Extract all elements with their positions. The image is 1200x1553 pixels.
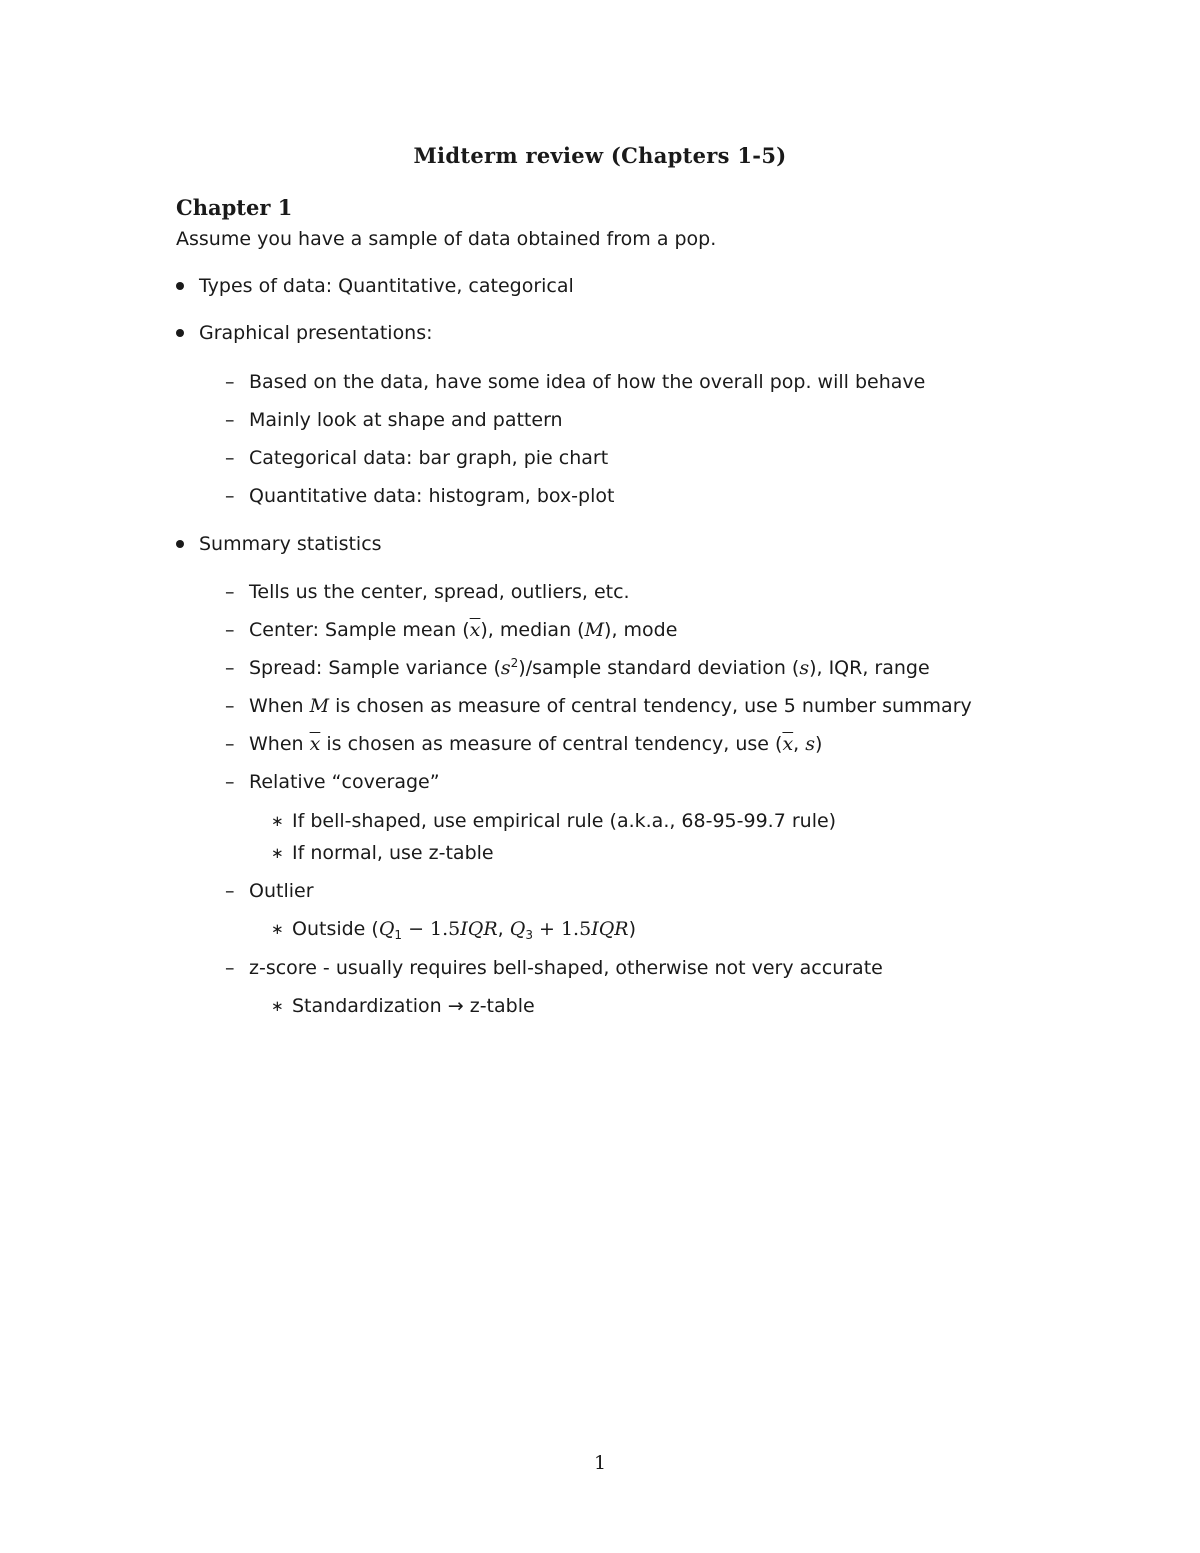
center-prefix: Center: Sample mean (	[249, 619, 470, 641]
bullet-types-of-data: Types of data: Quantitative, categorical	[199, 275, 574, 297]
when-suffix: is chosen as measure of central tendency, use 5 number summary	[329, 695, 972, 717]
when-suffix: )	[815, 733, 823, 755]
dash-marker: –	[225, 581, 235, 603]
outlier-prefix: Outside (	[292, 918, 379, 940]
median-symbol: M	[309, 695, 330, 717]
dash-marker: –	[225, 695, 235, 717]
when-mid: is chosen as measure of central tendency, use (	[320, 733, 783, 755]
list-item: If bell-shaped, use empirical rule (a.k.a., 68-95-99.7 rule)	[292, 810, 837, 832]
summary-when-mean	[249, 731, 822, 757]
outlier-rule	[292, 916, 636, 942]
chapter-intro: Assume you have a sample of data obtained from a pop.	[176, 228, 717, 250]
xbar-symbol: $\overline{x}$	[309, 733, 321, 755]
median-symbol: M	[584, 619, 605, 641]
dash-marker: –	[225, 409, 235, 431]
xbar-symbol: $\overline{x}$	[469, 619, 481, 641]
summary-tells: Tells us the center, spread, outliers, etc.	[249, 581, 630, 603]
chapter-heading: Chapter 1	[176, 195, 293, 220]
list-item: Categorical data: bar graph, pie chart	[249, 447, 609, 469]
summary-zscore: z-score - usually requires bell-shaped, otherwise not very accurate	[249, 957, 883, 979]
comma: ,	[793, 733, 806, 755]
spread-mid: )/sample standard deviation (	[518, 657, 800, 679]
plus-term: + 1.5	[532, 918, 592, 940]
bullet-dot	[176, 282, 184, 290]
page-number: 1	[593, 1452, 607, 1474]
list-item: Quantitative data: histogram, box-plot	[249, 485, 615, 507]
summary-outlier: Outlier	[249, 880, 314, 902]
dash-marker: –	[225, 733, 235, 755]
spread-prefix: Spread: Sample variance (	[249, 657, 501, 679]
q3-symbol: Q	[509, 918, 526, 940]
spread-suffix: ), IQR, range	[809, 657, 930, 679]
dash-marker: –	[225, 619, 235, 641]
dash-marker: –	[225, 371, 235, 393]
center-suffix: ), mode	[604, 619, 678, 641]
summary-spread	[249, 655, 930, 681]
bullet-summary-statistics: Summary statistics	[199, 533, 382, 555]
s-symbol: s	[500, 657, 511, 679]
page-title: Midterm review (Chapters 1-5)	[413, 143, 787, 168]
iqr-symbol: IQR	[591, 918, 629, 940]
dash-marker: –	[225, 880, 235, 902]
dash-marker: –	[225, 447, 235, 469]
asterisk-marker: ∗	[271, 997, 284, 1015]
when-prefix: When	[249, 695, 310, 717]
minus-term: − 1.5	[402, 918, 461, 940]
summary-when-median	[249, 693, 972, 719]
asterisk-marker: ∗	[271, 844, 284, 862]
outlier-suffix: )	[628, 918, 636, 940]
asterisk-marker: ∗	[271, 920, 284, 938]
center-mid: ), median (	[480, 619, 585, 641]
summary-center	[249, 617, 677, 643]
summary-relative-coverage: Relative “coverage”	[249, 771, 440, 793]
bullet-dot	[176, 329, 184, 337]
list-item: If normal, use z-table	[292, 842, 494, 864]
dash-marker: –	[225, 957, 235, 979]
bullet-graphical-presentations: Graphical presentations:	[199, 322, 433, 344]
q3-subscript: 3	[525, 928, 533, 942]
s-symbol: s	[805, 733, 816, 755]
s-symbol: s	[799, 657, 810, 679]
zscore-standardization: Standardization → z-table	[292, 995, 535, 1017]
xbar-symbol: $\overline{x}$	[782, 733, 794, 755]
dash-marker: –	[225, 657, 235, 679]
bullet-dot	[176, 540, 184, 548]
list-item: Mainly look at shape and pattern	[249, 409, 563, 431]
when-prefix: When	[249, 733, 310, 755]
squared-exponent: 2	[510, 656, 519, 670]
dash-marker: –	[225, 771, 235, 793]
asterisk-marker: ∗	[271, 812, 284, 830]
iqr-symbol: IQR	[460, 918, 498, 940]
q1-symbol: Q	[378, 918, 395, 940]
list-item: Based on the data, have some idea of how the overall pop. will behave	[249, 371, 926, 393]
q1-subscript: 1	[394, 928, 403, 942]
comma: ,	[497, 918, 510, 940]
dash-marker: –	[225, 485, 235, 507]
